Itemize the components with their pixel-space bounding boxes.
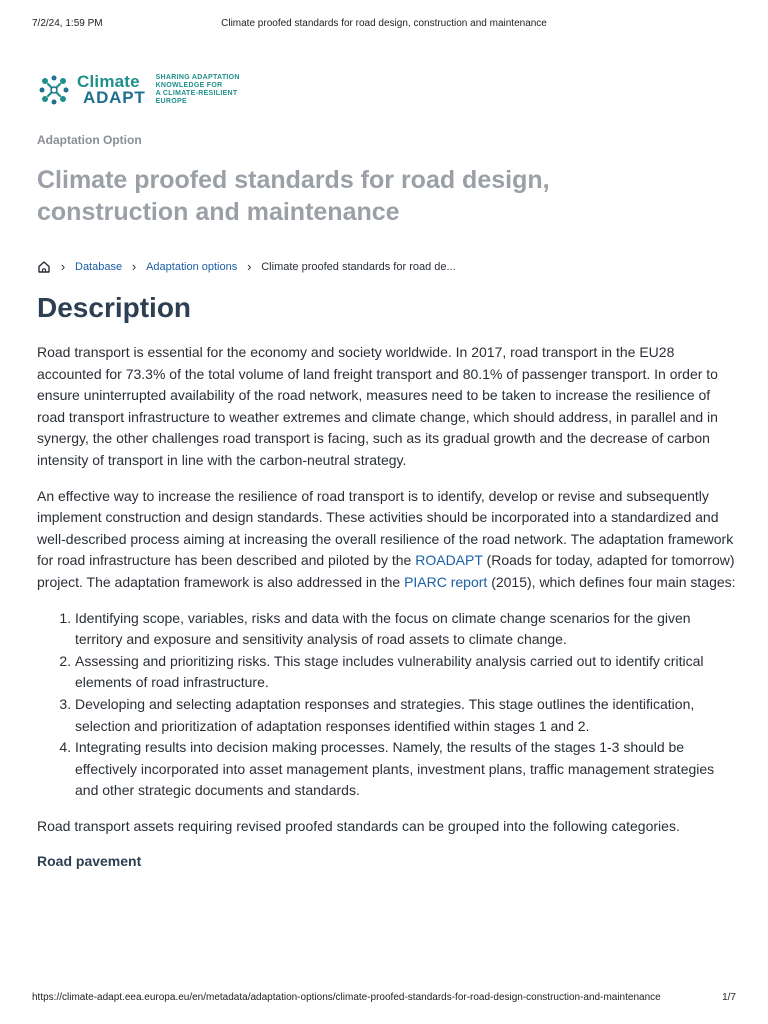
- print-footer: [32, 992, 736, 1006]
- climate-adapt-logo-icon: [37, 73, 71, 107]
- section-heading-description: Description: [37, 292, 192, 323]
- list-item: 4. Integrating results into decision making processes. Namely, the results of the stages 1-3 should be effectively incorporated into asset management plants, investment plans, traffic management strategies and other strategic documents and standards.: [75, 737, 737, 802]
- breadcrumb-link-adaptation-options[interactable]: Adaptation options: [146, 260, 238, 273]
- subheading-road-pavement: Road pavement: [37, 853, 142, 870]
- logo-tagline-line: KNOWLEDGE FOR: [155, 82, 223, 89]
- paragraph-framework: [37, 486, 737, 594]
- stages-list: [37, 608, 737, 802]
- print-url: https://climate-adapt.eea.europa.eu/en/metadata/adaptation-options/climate-proofed-standards-for-road-design-construction-and-maintenance: [32, 992, 661, 1003]
- logo-tagline: [156, 74, 240, 106]
- logo-wordmark: [77, 74, 146, 106]
- logo-word-climate: Climate: [77, 72, 140, 91]
- logo-tagline-line: SHARING ADAPTATION: [155, 74, 240, 81]
- print-page-number: 1/7: [722, 992, 736, 1003]
- list-item: 2. Assessing and prioritizing risks. This stage includes vulnerability analysis carried out to identify critical elements of road infrastructure.: [75, 651, 737, 694]
- breadcrumb-current: Climate proofed standards for road de...: [261, 260, 456, 273]
- logo-word-adapt: ADAPT: [83, 88, 146, 107]
- chevron-right-icon: ›: [131, 259, 137, 274]
- site-logo[interactable]: [37, 72, 240, 108]
- description-body: [37, 342, 737, 873]
- paragraph-text: An effective way to increase the resilience of road transport is to identify, develop or revise and subsequently implement construction and design standards. These activities should be incorporated into a standardized and well-described process aiming at increasing the overall resilience of the road network. The adaptation framework for road infrastructure has been described and piloted by the: [37, 487, 734, 569]
- paragraph-text: (Roads for today, adapted for tomorrow) project. The adaptation framework is also addressed in the: [37, 552, 735, 590]
- chevron-right-icon: ›: [247, 259, 252, 274]
- logo-tagline-line: EUROPE: [155, 98, 187, 105]
- print-header: [32, 18, 736, 32]
- print-datetime: 7/2/24, 1:59 PM: [32, 18, 103, 29]
- roadapt-link[interactable]: ROADAPT: [415, 552, 483, 569]
- piarc-report-link[interactable]: PIARC report: [404, 573, 488, 590]
- logo-tagline-line: A CLIMATE-RESILIENT: [155, 90, 238, 97]
- breadcrumb: [37, 259, 456, 274]
- paragraph-text: (2015), which defines four main stages:: [487, 573, 736, 590]
- paragraph-categories: Road transport assets requiring revised proofed standards can be grouped into the following categories.: [37, 817, 680, 834]
- content-type-label: Adaptation Option: [37, 133, 142, 147]
- chevron-right-icon: ›: [60, 259, 66, 274]
- home-icon[interactable]: [37, 260, 51, 274]
- paragraph-intro: Road transport is essential for the economy and society worldwide. In 2017, road transport in the EU28 accounted for 73.3% of the total volume of land freight transport and 80.1% of passenger transport. In order to ensure uninterrupted availability of the road network, measures need to be taken to increase the resilience of road transport infrastructure to weather extremes and climate change, which should address, in parallel and in synergy, the other challenges road transport is facing, such as its gradual growth and the decrease of carbon intensity of transport in line with the carbon-neutral strategy.: [37, 344, 718, 468]
- print-title: Climate proofed standards for road design, construction and maintenance: [221, 18, 547, 29]
- page-title: Climate proofed standards for road design, construction and maintenance: [37, 166, 550, 226]
- list-item: 3. Developing and selecting adaptation responses and strategies. This stage outlines the identification, selection and prioritization of adaptation responses identified within stages 1 and 2.: [75, 694, 737, 737]
- breadcrumb-link-database[interactable]: Database: [75, 260, 123, 273]
- list-item: 1. Identifying scope, variables, risks and data with the focus on climate change scenarios for the given territory and exposure and sensitivity analysis of road assets to climate change.: [75, 608, 737, 651]
